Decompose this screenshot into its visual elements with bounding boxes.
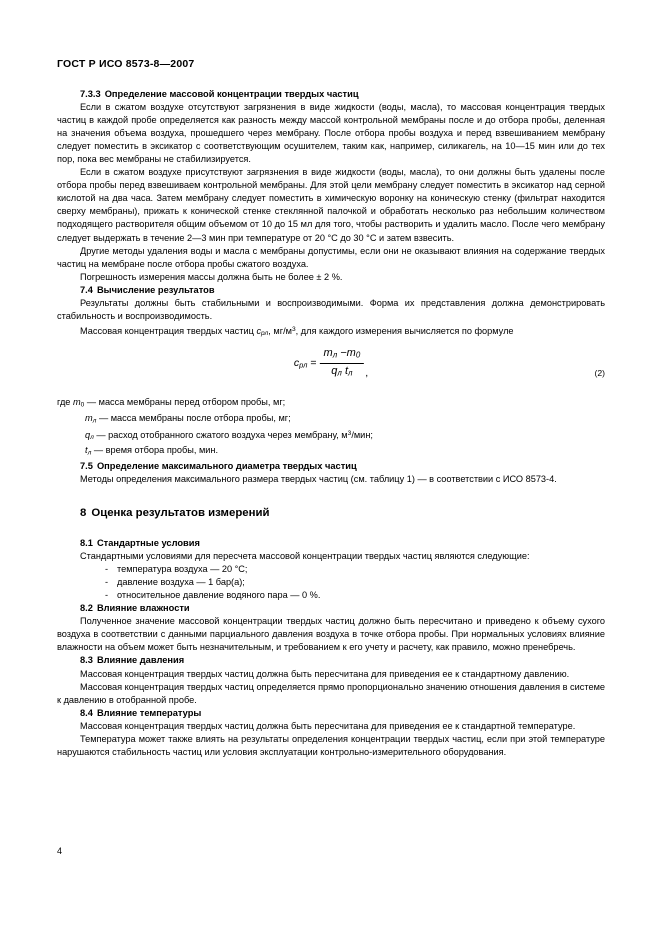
clause-heading-7-3-3: [57, 88, 605, 101]
unit-exponent: 3: [291, 325, 296, 333]
paragraph-7-3-3-1: Если в сжатом воздухе отсутствуют загрязнения в виде жидкости (воды, масла), то массовая концентрация твердых частиц в каждой пробе определяется как разность между массой контрольной мембраны после и до отбора пробы, деленная на значения объема воздуха, прошедшего через мембрану. После отбора пробы воздуха и перед взвешиванием мембрану следует поместить в эксикатор с соответствующим осушителем, таким как, например, силикагель, на 10—15 мин или до тех пор, пока вес мембраны не стабилизируется.: [57, 102, 605, 165]
formula-equals: =: [310, 357, 317, 370]
variable-dash: —: [98, 412, 109, 423]
paragraph-8-2-1: Полученное значение массовой концентрации твердых частиц должно быть пересчитано и приведено к объему сухого воздуха в соответствии с данными парциального давления воздуха в точке отбора пробы. При нормальных условиях влияние влажности на объем может быть незначительным, и требованием к его учету и расчету, как правило, можно пренебречь.: [57, 616, 605, 653]
paragraph-7-3-3-4: Погрешность измерения массы должна быть не более ± 2 %.: [80, 271, 343, 282]
variable-dash: —: [96, 429, 106, 440]
denominator-first-symbol: q: [331, 364, 338, 377]
section-heading-8: [57, 507, 605, 520]
variable-description: расход отобранного сжатого воздуха через мембрану, м: [108, 429, 348, 440]
clause-title: Влияние влажности: [96, 603, 190, 614]
formula-number: (2): [594, 368, 605, 379]
variable-definition-item: [57, 396, 605, 412]
section-title: Оценка результатов измерений: [91, 507, 270, 519]
denominator-second-subscript: л: [348, 368, 353, 378]
variable-unit-exponent: 3: [347, 430, 352, 438]
variable-definitions-list: [57, 396, 605, 460]
variable-description: масса мембраны перед отбором пробы, мг;: [98, 397, 286, 408]
formula-fraction: [320, 346, 365, 380]
clause-number: 8.1: [80, 538, 93, 549]
list-dash: -: [105, 577, 109, 588]
definitions-lead-word: где: [57, 397, 73, 408]
formula-block: [57, 346, 605, 392]
paragraph-7-3-3-3: Другие методы удаления воды и масла с мембраны допустимы, если они не оказывают влияния на содержание твердых частиц на мембране после отбора пробы сжатого воздуха.: [57, 245, 605, 269]
clause-title: Определение массовой концентрации твердых частиц: [104, 89, 359, 99]
paragraph-7-4-1: Результаты должны быть стабильными и воспроизводимыми. Форма их представления должна демонстрировать стабильность и воспроизводимость.: [57, 297, 605, 321]
list-item: [57, 589, 605, 602]
list-item-text: относительное давление водяного пара — 0 %.: [117, 590, 321, 601]
clause-number: 8.4: [80, 707, 93, 718]
clause-title: Влияние температуры: [96, 707, 202, 718]
text-before-symbol: Массовая концентрация твердых частиц: [80, 325, 257, 336]
paragraph-8-4-1: Массовая концентрация твердых частиц должна быть пересчитана для приведения ее к стандартной температуре.: [80, 720, 576, 731]
page-number: 4: [57, 846, 63, 856]
variable-symbol: q: [85, 429, 91, 440]
list-dash: -: [105, 564, 109, 575]
variable-subscript: л: [90, 434, 94, 442]
variable-dash: —: [93, 445, 104, 456]
paragraph-8-1-1: Стандартными условиями для пересчета массовой концентрации твердых частиц являются следующие:: [80, 551, 530, 562]
clause-number: 7.4: [80, 284, 93, 295]
denominator-first-subscript: л: [337, 368, 342, 378]
formula-lhs-subscript: рл: [299, 360, 308, 370]
clause-heading-8-4: [57, 707, 605, 720]
unit-text: , мг/м: [268, 325, 292, 336]
numerator-second-symbol: m: [346, 347, 356, 360]
variable-description-tail: /мин;: [351, 429, 373, 440]
denominator-second-symbol: t: [344, 364, 349, 377]
list-item: [57, 563, 605, 576]
variable-subscript: л: [92, 417, 97, 425]
numerator-minus: −: [340, 347, 347, 360]
paragraph-8-4-2: Температура может также влиять на результаты определения концентрации твердых частиц, если при этой температуре нарушаются стабильность частиц или условия эксплуатации контрольно-измерительного оборудования.: [57, 733, 605, 757]
numerator-first-subscript: л: [332, 350, 338, 360]
formula-expression: [294, 346, 368, 380]
numerator-first-symbol: m: [323, 347, 333, 360]
page-content: [57, 88, 605, 759]
variable-subscript: 0: [80, 401, 85, 409]
variable-description: масса мембраны после отбора пробы, мг;: [110, 412, 291, 423]
clause-title: Стандартные условия: [96, 538, 200, 549]
section-spacer-bottom: [57, 520, 605, 537]
variable-symbol: t: [85, 445, 88, 456]
paragraph-8-3-1: Массовая концентрация твердых частиц должна быть пересчитана для приведения ее к стандартному давлению.: [80, 668, 570, 679]
mass-concentration-subscript: рл: [261, 330, 269, 338]
variable-description: время отбора пробы, мин.: [105, 445, 219, 456]
list-item-text: температура воздуха — 20 °C;: [117, 564, 248, 575]
variable-definition-item: [57, 427, 605, 444]
running-header: ГОСТ Р ИСО 8573-8—2007: [57, 58, 195, 70]
list-item: [57, 576, 605, 589]
clause-title: Влияние давления: [96, 655, 185, 666]
list-item-text: давление воздуха — 1 бар(а);: [117, 577, 245, 588]
mass-concentration-symbol: c: [256, 325, 262, 336]
variable-symbol: m: [85, 412, 93, 423]
clause-heading-8-3: [57, 654, 605, 667]
section-spacer-top: [57, 486, 605, 507]
formula-denominator: [327, 364, 356, 381]
formula-lhs: [294, 357, 308, 370]
clause-number: 7.3.3: [80, 89, 101, 99]
clause-heading-7-5: [57, 460, 605, 473]
clause-title: Вычисление результатов: [96, 284, 215, 295]
paragraph-7-5-1: Методы определения максимального размера твердых частиц (см. таблицу 1) — в соответствии с ИСО 8573-4.: [80, 473, 557, 484]
variable-subscript: л: [87, 449, 92, 457]
numerator-second-subscript: 0: [355, 350, 361, 360]
clause-title: Определение максимального диаметра твердых частиц: [96, 460, 357, 471]
paragraph-7-4-2: [57, 323, 605, 340]
formula-numerator: [320, 346, 365, 363]
clause-number: 7.5: [80, 460, 93, 471]
variable-definition-item: [57, 412, 605, 428]
clause-heading-7-4: [57, 284, 605, 297]
clause-heading-8-2: [57, 602, 605, 615]
clause-number: 8.3: [80, 655, 93, 666]
clause-heading-8-1: [57, 537, 605, 550]
list-dash: -: [105, 590, 109, 601]
variable-dash: —: [86, 397, 97, 408]
paragraph-7-3-3-2: Если в сжатом воздухе присутствуют загрязнения в виде жидкости (воды, масла), то они должны быть удалены после отбора пробы перед взвешиваем контрольной мембраны. Для этой цели мембрану следует поместить в эксикатор над серной кислотой на два часа. Затем мембрану следует поместить в химическую воронку на коническую стенку (фильтрат находится сверху мембраны), прижать к конической стенке стеклянной палочкой и обработать несколько раз небольшим количеством подходящего растворителя общим объемом от 10 до 15 мл для того, чтобы растворить и удалить масло. После чего мембрану следует выдержать в течение 2—3 мин при температуре от 20 °C до 30 °C и затем взвесить.: [57, 167, 605, 243]
formula-trailing-comma: ,: [365, 366, 369, 379]
section-number: 8: [80, 507, 87, 519]
variable-symbol: m: [72, 397, 81, 408]
text-after-symbol: , для каждого измерения вычисляется по формуле: [295, 325, 514, 336]
paragraph-8-3-2: Массовая концентрация твердых частиц определяется прямо пропорционально значению отношения давления в системе к давлению в отобранной пробе.: [57, 681, 605, 705]
variable-definition-item: [57, 444, 605, 460]
formula-lhs-symbol: c: [293, 357, 300, 370]
standard-conditions-list: [57, 563, 605, 602]
clause-number: 8.2: [80, 603, 93, 614]
